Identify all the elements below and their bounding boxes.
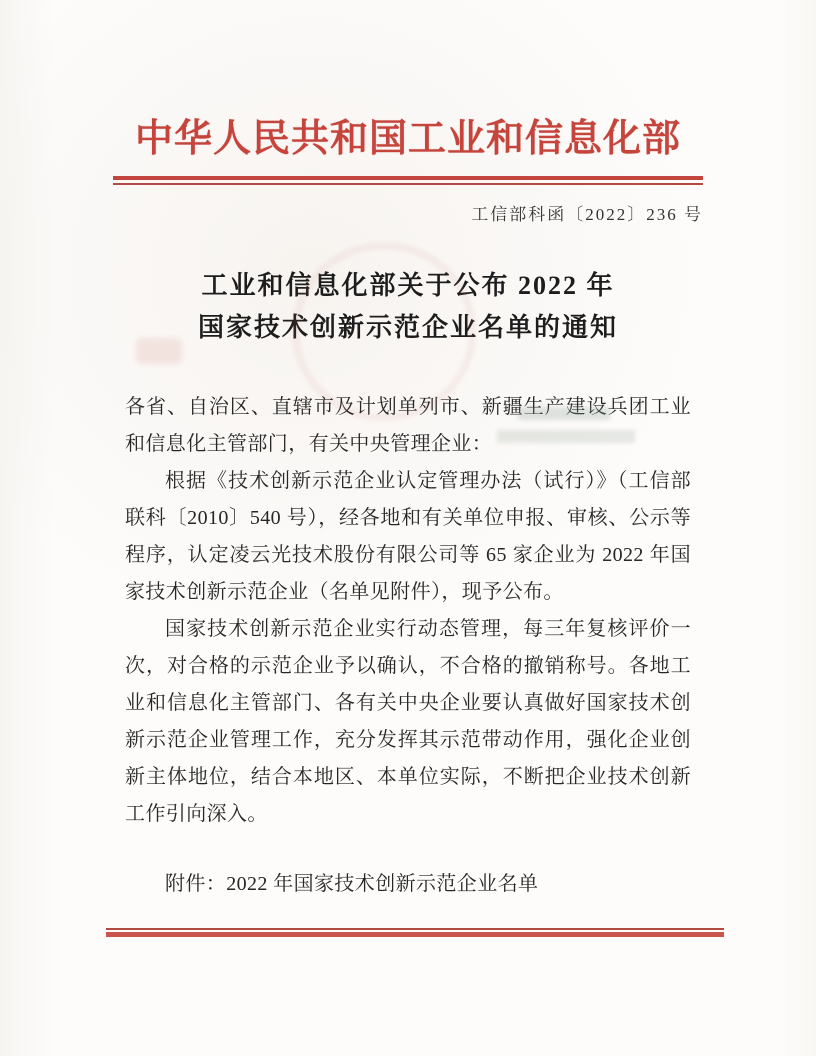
letterhead-rule xyxy=(113,176,703,185)
doc-number: 工信部科函〔2022〕236 号 xyxy=(471,205,703,225)
issuer-name: 中华人民共和国工业和信息化部 xyxy=(134,118,681,160)
body-paragraph-2: 国家技术创新示范企业实行动态管理，每三年复核评价一次，对合格的示范企业予以确认，不合格的撤销称号。各地工业和信息化主管部门、各有关中央企业要认真做好国家技术创新示范企业管理工作，充分发挥其示范带动作用，强化企业创新主体地位，结合本地区、本单位实际，不断把企业技术创新工作引向深入。 xyxy=(125,618,691,826)
letterhead-rule-thin xyxy=(113,183,703,185)
footer-rule-thin xyxy=(106,928,724,930)
notice-title xyxy=(0,265,816,349)
notice-title-line-1: 工业和信息化部关于公布 2022 年 xyxy=(201,271,615,301)
letterhead-rule-thick xyxy=(113,176,703,180)
notice-title-line-2: 国家技术创新示范企业名单的通知 xyxy=(197,313,618,343)
letterhead xyxy=(0,0,816,225)
footer-rule xyxy=(106,928,724,937)
footer-rule-thick xyxy=(106,932,724,937)
notice-body xyxy=(125,389,691,903)
attachment-line: 附件：2022 年国家技术创新示范企业名单 xyxy=(165,873,539,896)
salutation: 各省、自治区、直辖市及计划单列市、新疆生产建设兵团工业和信息化主管部门，有关中央管理企业： xyxy=(125,396,691,456)
body-paragraph-1: 根据《技术创新示范企业认定管理办法（试行）》（工信部联科〔2010〕540 号），经各地和有关单位申报、审核、公示等程序，认定凌云光技术股份有限公司等 65 家企业为 2022 年国家技术创新示范企业（名单见附件），现予公布。 xyxy=(125,470,691,604)
